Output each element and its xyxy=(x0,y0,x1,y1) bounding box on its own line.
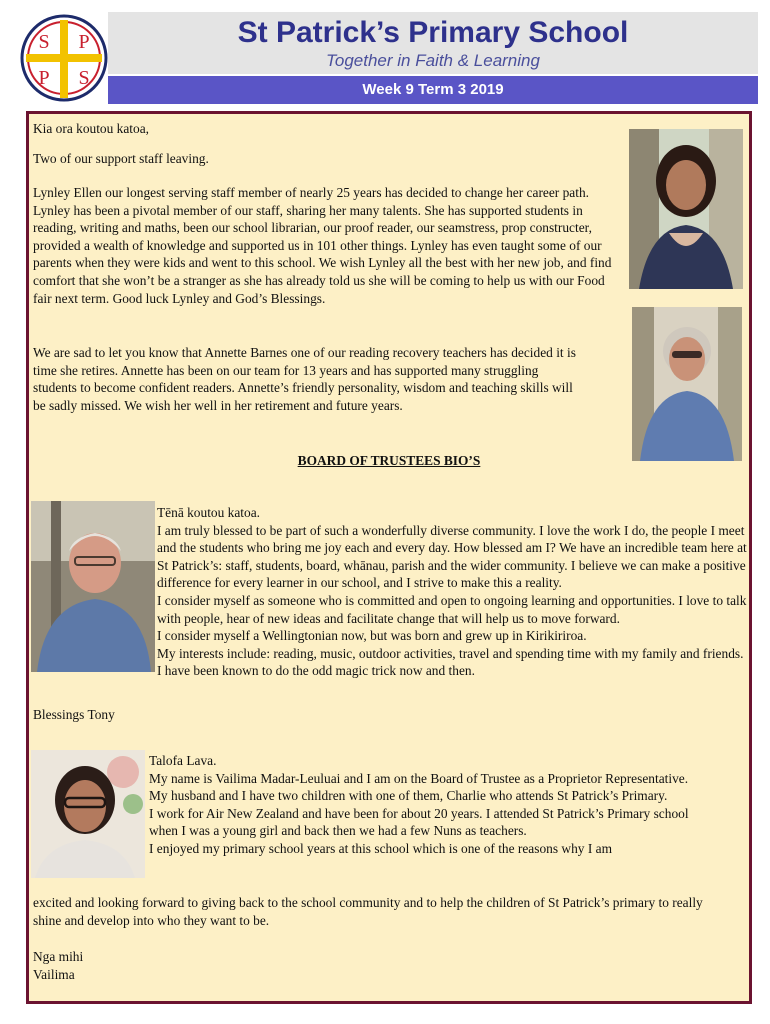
tony-line-1: Tēnā koutou katoa. xyxy=(157,505,260,520)
logo-letter-s2: S xyxy=(78,67,90,89)
annette-paragraph: We are sad to let you know that Annette Barnes one of our reading recovery teachers has decided it is time she retires. Annette has been on our team for 13 years and has supported many struggling students to become confident readers. Annette’s friendly personality, wisdom and teaching skills will be sadly missed. We wish her well in her retirement and future years. xyxy=(33,345,576,413)
vailima-close-2: Vailima xyxy=(33,966,75,982)
school-logo xyxy=(20,14,108,102)
logo-letter-s1: S xyxy=(38,31,50,53)
tony-line-2: I am truly blessed to be part of such a wonderfully diverse community. I love the work I do, the people I meet and the students who bring me joy each and every day. How blessed am I? We have an incredible team here at St Patrick’s: staff, students, board, whānau, parish and the wider community. I believe we can make a positive difference for every learner in our school, and I strive to make this a reality. xyxy=(157,522,747,591)
tony-photo xyxy=(31,501,155,672)
lynley-photo xyxy=(629,129,743,289)
school-motto: Together in Faith & Learning xyxy=(326,51,540,70)
vailima-line-1: Talofa Lava. xyxy=(149,753,217,768)
vailima-line-2: My name is Vailima Madar-Leuluai and I am on the Board of Trustee as a Proprietor Representative. xyxy=(149,770,689,786)
tony-bio xyxy=(157,504,749,680)
week-banner: Week 9 Term 3 2019 xyxy=(108,76,758,104)
support-staff-line: Two of our support staff leaving. xyxy=(33,151,209,166)
school-title: St Patrick’s Primary School xyxy=(237,16,629,49)
newsletter-frame xyxy=(26,111,752,1004)
vailima-bio xyxy=(149,752,709,858)
tony-line-3: I consider myself as someone who is committed and open to ongoing learning and opportunities. I love to talk with people, hear of new ideas and facilitate change that will help us to move forward. xyxy=(157,592,747,626)
tony-signoff: Blessings Tony xyxy=(33,707,115,722)
vailima-line-3: My husband and I have two children with one of them, Charlie who attends St Patrick’s Primary. xyxy=(149,788,668,804)
vailima-continuation: excited and looking forward to giving back to the school community and to help the children of St Patrick’s primary to really shine and develop into who they want to be. xyxy=(33,895,703,928)
tony-line-5: My interests include: reading, music, outdoor activities, travel and spending time with my family and friends. I have been known to do the odd magic trick now and then. xyxy=(157,645,744,679)
logo-letter-p1: P xyxy=(78,31,90,53)
title-band xyxy=(108,12,758,74)
greeting: Kia ora koutou katoa, xyxy=(33,121,150,136)
lynley-paragraph: Lynley Ellen our longest serving staff member of nearly 25 years has decided to change her career path. Lynley has been a pivotal member of our staff, sharing her many talents. She has supported students in reading, writing and maths, been our school librarian, our proof reader, our seamstress, prop constructer, provided a wealth of knowledge and supported us in 101 other things. Lynley has even taught some of our parents when they were kids and went to this school. We wish Lynley all the best with her new job, and find comfort that she won’t be a stranger as she has already told us she will be coming to help us with our Food fair next term. Good luck Lynley and God’s Blessings. xyxy=(33,185,612,306)
vailima-line-4: I work for Air New Zealand and have been for about 20 years. I attended St Patrick’s Primary school when I was a young girl and back then we had a few Nuns as teachers. xyxy=(149,805,689,839)
logo-letter-p2: P xyxy=(38,67,50,89)
vailima-line-5: I enjoyed my primary school years at this school which is one of the reasons why I am xyxy=(149,840,612,856)
tony-line-4: I consider myself a Wellingtonian now, but was born and grew up in Kirikiriroa. xyxy=(157,628,587,644)
annette-photo xyxy=(632,307,742,461)
board-heading: BOARD OF TRUSTEES BIO’S xyxy=(297,453,481,468)
vailima-photo xyxy=(31,750,145,878)
vailima-close-1: Nga mihi xyxy=(33,949,84,964)
vailima-signoff xyxy=(33,948,83,983)
